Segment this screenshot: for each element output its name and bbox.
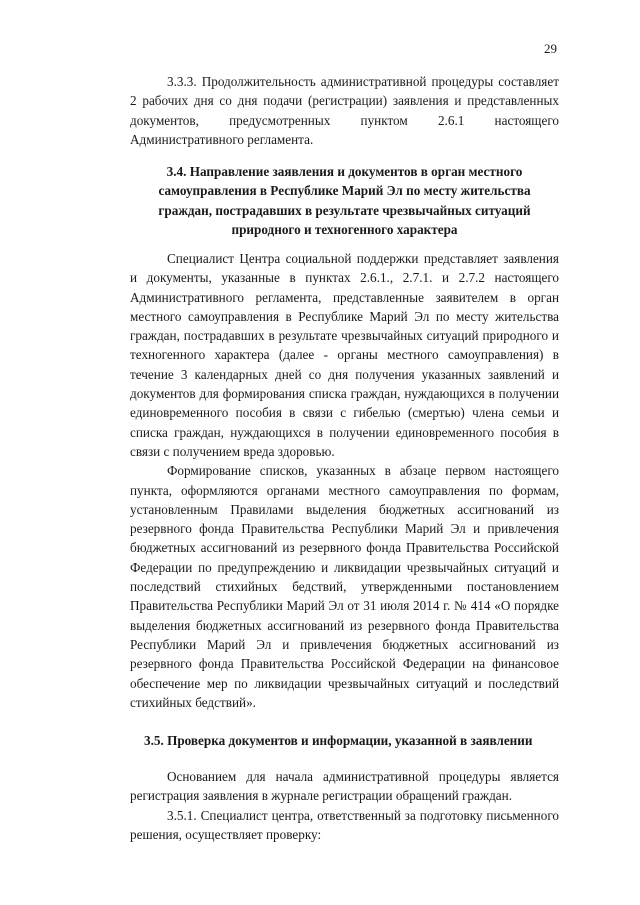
section-3-4-body [130, 249, 559, 712]
paragraph-3-5-1: Основанием для начала административной процедуры является регистрация заявления в журнале регистрации обращений граждан. [130, 769, 559, 804]
paragraph-3-4-2: Формирование списков, указанных в абзаце первом настоящего пункта, оформляются органами местного самоуправления по формам, установленным Правилами выделения бюджетных ассигнований из резервного фонда Правительства Республики Марий Эл и привлечения бюджетных ассигнований из резервного фонда Правительства Российской Федерации по предупреждению и ликвидации чрезвычайных ситуаций и последствий стихийных бедствий, утвержденными постановлением Правительства Республики Марий Эл от 31 июля 2014 г. № 414 «О порядке выделения бюджетных ассигнований из резервного фонда Правительства Республики Марий Эл и привлечения бюджетных ассигнований из резервного фонда Правительства Российской Федерации на финансовое обеспечение мер по ликвидации чрезвычайных ситуаций и последствий стихийных бедствий». [130, 463, 559, 710]
paragraph-3-4-1: Специалист Центра социальной поддержки представляет заявления и документы, указанные в пунктах 2.6.1., 2.7.1. и 2.7.2 настоящего Административного регламента, представленные заявителем в орган местного самоуправления в Республике Марий Эл по месту жительства граждан, пострадавших в результате чрезвычайных ситуаций природного и техногенного характера (далее - органы местного самоуправления) в течение 3 календарных дней со дня получения указанных заявлений и документов для формирования списка граждан, нуждающихся в получении единовременного пособия в связи с гибелью (смертью) члена семьи и списка граждан, нуждающихся в получении единовременного пособия в связи с получением вреда здоровью. [130, 251, 559, 459]
section-3-5-heading: 3.5. Проверка документов и информации, указанной в заявлении [144, 733, 533, 748]
page-number: 29 [544, 41, 557, 56]
section-3-4-heading: 3.4. Направление заявления и документов в орган местного самоуправления в Республике Марий Эл по месту жительства граждан, пострадавших в результате чрезвычайных ситуаций природного и техногенного характера [158, 164, 531, 237]
section-3-5-body [130, 767, 559, 844]
section-3-3-3 [130, 72, 559, 149]
paragraph-3-3-3: 3.3.3. Продолжительность административной процедуры составляет 2 рабочих дня со дня подачи (регистрации) заявления и представленных документов, предусмотренных пунктом 2.6.1 настоящего Административного регламента. [130, 74, 559, 147]
paragraph-3-5-1-item: 3.5.1. Специалист центра, ответственный за подготовку письменного решения, осуществляет проверку: [130, 807, 559, 842]
